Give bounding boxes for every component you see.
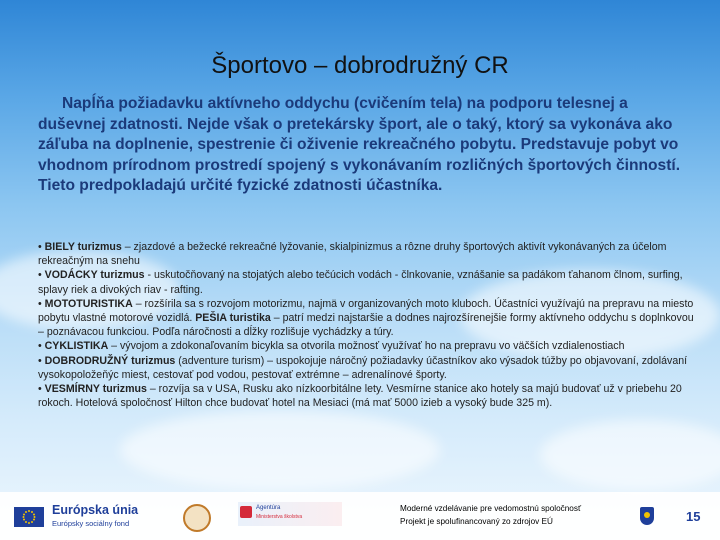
slide-title: Športovo – dobrodružný CR [211,52,509,79]
bullet-term: PEŠIA turistika [192,312,271,325]
bullet-text: – rozšírila sa s rozvojom motorizmu, najmä v organizovaných moto kluboch. Účastníci využívajú na prepravu na miesto pobytu vlastné motorové vozidlá. [38,297,694,325]
bullet-term: VESMÍRNY turizmus [44,383,147,396]
project-line-1: Moderné vzdelávanie pre vedomostnú spoločnosť [400,504,582,513]
intro-paragraph [38,94,698,197]
bullet-term: MOTOTURISTIKA [44,297,133,310]
crest-icon [640,507,654,525]
agency-mark-icon [240,506,252,518]
agency-logo [238,502,342,526]
project-line-2: Projekt je spolufinancovaný zo zdrojov EÚ [400,516,553,526]
bullet-item: • MOTOTURISTIKA – rozšírila sa s rozvojom motorizmu, najmä v organizovaných moto kluboch. Účastníci využívajú na prepravu na miesto pobytu vlastné motorové vozidlá. PEŠIA turistika – patrí medzi najstaršie a dodnes najrozšírenejšie formy aktívneho oddychu s doplnkovou – poznávacou funkciou. Podľa náročnosti a dĺžky rozlišuje vychádzky a túry. [38,297,694,339]
bullet-list [38,240,700,410]
page-number: 15 [686,509,701,524]
bullet-term: VODÁCKY turizmus [44,269,145,282]
cloud [540,420,720,490]
bullet-item: • CYKLISTIKA – vývojom a zdokonaľovaním bicykla sa otvorila možnosť využívať ho na prepravu vo väčších vzdialenostiach [38,340,625,353]
agency-logo-text: Agentúra [256,505,281,511]
bullet-text: - uskutočňovaný na stojatých alebo tečúcich vodách - člnkovanie, vznášanie sa padákom ťahanom člnom, surfing, splavy riek a divokých riav - rafting. [38,269,683,296]
bullet-text: – rozvíja sa v USA, Rusku ako nízkoorbitálne lety. Vesmírne stanice ako hotely sa majú budovať už v priebehu 20 rokoch. Hotelová spoločnosť Hilton chce budovať hotel na Mesiaci (má mať 5000 izieb a vysoký bude 325 m). [38,383,682,410]
bullet-item: • VODÁCKY turizmus - uskutočňovaný na stojatých alebo tečúcich vodách - člnkovanie, vznášanie sa padákom ťahanom člnom, surfing, splavy riek a divokých riav - rafting. [38,269,683,296]
bullet-text: – zjazdové a bežecké rekreačné lyžovanie, skialpinizmus a rôzne druhy športových aktivít vykonávaných za účelom rekreačným na snehu [38,241,667,268]
bullet-item: • VESMÍRNY turizmus – rozvíja sa v USA, Rusku ako nízkoorbitálne lety. Vesmírne stanice ako hotely sa majú budovať už v priebehu 20 rokoch. Hotelová spoločnosť Hilton chce budovať hotel na Mesiaci (má mať 5000 izieb a vysoký bude 325 m). [38,383,682,410]
bullet-term: BIELY turizmus [44,241,122,253]
bullet-term: DOBRODRUŽNÝ turizmus [44,354,176,367]
eu-stars-icon [14,507,44,527]
bullet-item: • BIELY turizmus – zjazdové a bežecké rekreačné lyžovanie, skialpinizmus a rôzne druhy športových aktivít vykonávaných za účelom rekreačným na snehu [38,241,667,268]
partner-logo-icon [183,504,211,532]
eu-flag-icon [14,507,44,527]
project-note [400,503,581,528]
bullet-text: (adventure turism) – uspokojuje náročný požiadavky účastníkov ako výsadok túžby po objavovaní, zdolávaní vysokopoložeňýc miest, cestovať pod vodou, pestovať extrémne – adrenalínové športy. [38,354,688,381]
cloud [120,410,440,490]
eu-subtitle: Európsky sociálny fond [52,519,130,528]
eu-title: Európska únia [52,503,139,517]
bullet-term: CYKLISTIKA [44,340,109,353]
bullet-item: • DOBRODRUŽNÝ turizmus (adventure turism) – uspokojuje náročný požiadavky účastníkov ako výsadok túžby po objavovaní, zdolávaní vysokopoložeňýc miest, cestovať pod vodou, pestovať extrémne – adrenalínové športy. [38,354,688,381]
bullet-text: – vývojom a zdokonaľovaním bicykla sa otvorila možnosť využívať ho na prepravu vo väčších vzdialenostiach [108,340,625,353]
agency-logo-subtext: Ministerstva školstva [256,514,303,520]
bullet-text: – patrí medzi najstaršie a dodnes najrozšírenejšie formy aktívneho oddychu s doplnkovou – poznávacou funkciou. Podľa náročnosti a dĺžky rozlišuje vychádzky a túry. [38,312,694,339]
intro-text: Napĺňa požiadavku aktívneho oddychu (cvičením tela) na podporu telesnej a duševnej zdatnosti. Nejde však o pretekársky šport, ale o taký, ktorý sa vykonáva ako záľuba na doplnenie, spestrenie či oživenie rekreačného pobytu. Predstavuje pobyt vo vhodnom prírodnom prostredí spojený s vykonávaním rozličných športových činností. Tieto predpokladajú určité fyzické zdatnosti účastníka. [38,95,681,194]
